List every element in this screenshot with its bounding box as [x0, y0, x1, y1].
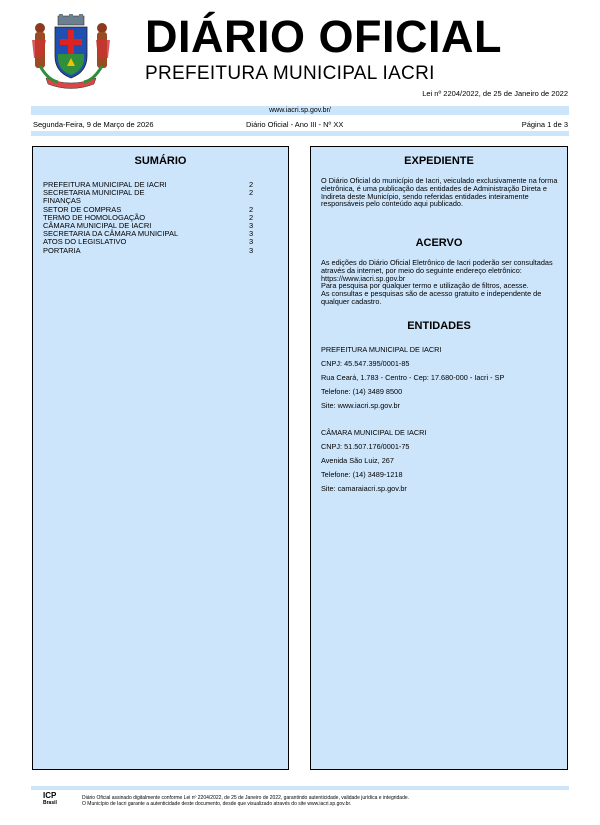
expediente-heading: EXPEDIENTE: [404, 155, 474, 167]
sumario-item-label: SECRETARIA MUNICIPAL DE FINANÇAS: [43, 188, 145, 206]
entidades-heading: ENTIDADES: [407, 320, 471, 332]
page-title: DIÁRIO OFICIAL: [145, 11, 502, 62]
acervo-heading: ACERVO: [415, 237, 463, 249]
acervo-line-3: As consultas e pesquisas são de acesso gratuito e independente de qualquer cadastro.: [321, 289, 542, 306]
camara-address: Avenida São Luiz, 267: [321, 456, 394, 465]
sumario-panel: [32, 146, 289, 770]
sumario-item-page: 3: [249, 221, 254, 231]
icp-brasil-logo: [43, 792, 63, 812]
page-subtitle: PREFEITURA MUNICIPAL IACRI: [145, 63, 435, 84]
icp-logo-top: ICP: [43, 791, 57, 800]
sumario-item[interactable]: [43, 189, 263, 205]
prefeitura-address: Rua Ceará, 1.783 - Centro - Cep: 17.680-000 - Iacri - SP: [321, 373, 505, 382]
expediente-text: O Diário Oficial do município de Iacri, veiculado exclusivamente na forma eletrônica, é uma publicação das entidades de Administração Direta e Indireta deste Município, sendo referidas entidades inteiramente responsáveis pelo conteúdo aqui publicado.: [321, 176, 558, 209]
camara-cnpj: CNPJ: 51.507.176/0001-75: [321, 442, 410, 451]
header-divider: [31, 131, 569, 136]
sumario-item-page: 2: [249, 204, 254, 214]
footer-text: [82, 795, 409, 807]
footer-line-2: O Município de Iacri garante a autenticidade deste documento, desde que visualizado através do site www.iacri.sp.gov.br.: [82, 801, 352, 807]
site-url-link[interactable]: www.iacri.sp.gov.br/: [269, 107, 331, 114]
sumario-item-label: PORTARIA: [43, 245, 81, 255]
camara-phone: Telefone: (14) 3489-1218: [321, 470, 403, 479]
camara-name: CÂMARA MUNICIPAL DE IACRI: [321, 428, 427, 437]
sumario-item-page: 3: [249, 237, 254, 247]
camara-site[interactable]: Site: camaraiacri.sp.gov.br: [321, 484, 407, 493]
info-panel: [310, 146, 568, 770]
prefeitura-name: PREFEITURA MUNICIPAL DE IACRI: [321, 345, 442, 354]
prefeitura-cnpj: CNPJ: 45.547.395/0001-85: [321, 359, 410, 368]
url-bar: [31, 106, 569, 115]
law-reference: Lei nº 2204/2022, de 25 de Janeiro de 2022: [422, 89, 568, 98]
sumario-list: [43, 181, 263, 255]
footer-line-1: Diário Oficial assinado digitalmente conforme Lei nº 2204/2022, de 25 de Janeiro de 2022, garantindo autenticidade, validade jurídica e integridade.: [82, 795, 410, 801]
acervo-line-1: As edições do Diário Oficial Eletrônico de Iacri poderão ser consultadas através da internet, por meio do seguinte endereço eletrônico: https://www.iacri.sp.gov.br: [321, 258, 553, 283]
footer-divider: [31, 786, 569, 790]
sumario-item-page: 2: [249, 180, 254, 189]
municipal-crest-logo: [28, 14, 114, 90]
sumario-item-label: TERMO DE HOMOLOGAÇÃO: [43, 212, 146, 222]
sumario-item[interactable]: [43, 247, 263, 255]
sumario-item-label: PREFEITURA MUNICIPAL DE IACRI: [43, 180, 167, 189]
acervo-line-2: Para pesquisa por qualquer termo e utilização de filtros, acesse.: [321, 281, 529, 291]
sumario-item-page: 3: [249, 229, 254, 239]
sumario-item-page: 2: [249, 212, 254, 222]
publication-date: Segunda-Feira, 9 de Março de 2026: [33, 120, 154, 129]
prefeitura-site[interactable]: Site: www.iacri.sp.gov.br: [321, 401, 400, 410]
acervo-text: [321, 259, 561, 306]
sumario-item-label: SECRETARIA DA CÂMARA MUNICIPAL: [43, 229, 179, 239]
edition-info: Diário Oficial - Ano III - Nº XX: [246, 120, 344, 129]
sumario-item-page: 3: [249, 245, 254, 255]
sumario-item-label: ATOS DO LEGISLATIVO: [43, 237, 127, 247]
sumario-item-label: CÂMARA MUNICIPAL DE IACRI: [43, 221, 152, 231]
sumario-heading: SUMÁRIO: [134, 155, 187, 167]
prefeitura-phone: Telefone: (14) 3489 8500: [321, 387, 403, 396]
sumario-item-label: SETOR DE COMPRAS: [43, 204, 122, 214]
sumario-item-page: 2: [249, 188, 254, 198]
page-counter: Página 1 de 3: [521, 120, 568, 129]
icp-logo-bottom: Brasil: [43, 800, 57, 806]
